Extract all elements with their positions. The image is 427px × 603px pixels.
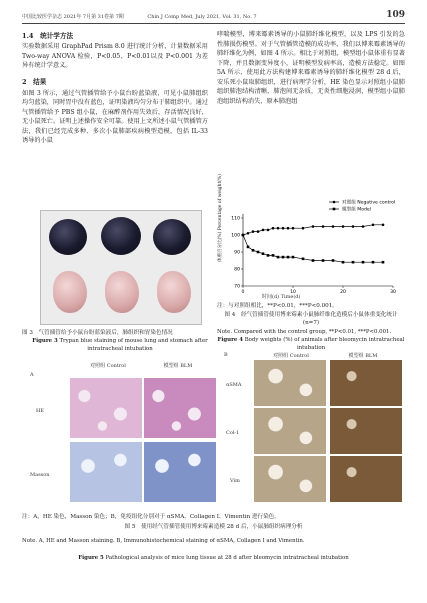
panel-b-col-control: 对照组 Control — [273, 353, 309, 359]
data-point — [272, 227, 275, 230]
data-point — [362, 225, 365, 228]
legend-marker — [333, 201, 336, 204]
data-point — [257, 251, 260, 254]
figure-5-panel-b — [224, 352, 405, 512]
blue-lung-3 — [153, 219, 191, 255]
figure-5-panel-a — [30, 360, 220, 510]
y-tick-label: 110 — [231, 216, 240, 222]
data-point — [352, 225, 355, 228]
data-point — [247, 232, 250, 235]
journal-en: Chin J Comp Med, July 2021, Vol. 31, No. 7 — [147, 14, 257, 20]
data-point — [272, 254, 275, 257]
figure-4-chart — [217, 196, 405, 298]
panel-a-col-control: 对照组 Control — [90, 363, 126, 369]
asma-model-image — [330, 360, 402, 406]
panel-a-label: A — [30, 372, 34, 378]
data-point — [257, 230, 260, 233]
figure-4-caption-en — [217, 337, 405, 352]
figure-3-photo — [40, 210, 202, 325]
figure-4-caption-en-text: Body weights (%) of animals after bleomycin intratracheal intubation — [244, 337, 405, 351]
blue-lung-1 — [49, 219, 87, 255]
data-point — [342, 261, 345, 264]
data-point — [287, 227, 290, 230]
x-tick-label: 30 — [390, 290, 396, 295]
x-tick-label: 0 — [241, 290, 245, 295]
data-point — [267, 254, 270, 257]
figure-5-label: Figure 5 — [78, 555, 104, 561]
section-1-4-text: 实验数据采用 GraphPad Prism 8.0 进行统计分析，计量数据采用 Two-way ANOVA 检验，P<0.05、P<0.01以及 P<0.001 为差异有统计学意义。 — [22, 43, 208, 69]
stomach-2 — [105, 271, 139, 313]
figure-5-note-cn: 注：A，HE 染色，Masson 染色；B，免疫组化分别对于 αSMA、Collagen Ⅰ、Vimentin 进行染色。 — [22, 514, 280, 520]
journal-cn: 中国比较医学杂志 2021年 7月第 31卷第 7期 — [22, 14, 124, 20]
figure-3-label: Figure 3 — [32, 338, 58, 344]
data-point — [277, 227, 280, 230]
page-number: 109 — [386, 10, 405, 20]
data-point — [302, 227, 305, 230]
data-point — [382, 224, 385, 227]
figure-4-note-cn: 注：与对照组相比，**P<0.01，***P<0.001。 — [217, 303, 338, 309]
legend-label: 对照组 Negative control — [342, 200, 396, 206]
row-col1-label: Col-1 — [226, 430, 240, 436]
data-point — [382, 261, 385, 264]
data-point — [312, 225, 315, 228]
figure-4-note-en: Note. Compared with the control group, **P<0.01, ***P<0.001. — [217, 329, 392, 335]
blue-lung-2 — [101, 217, 141, 255]
figure-5-caption-cn: 图 5 使用经气管插管使用博来霉素造模 28 d 后，小鼠肺组织病理分析 — [124, 524, 303, 530]
data-point — [332, 259, 335, 262]
data-point — [302, 258, 305, 261]
left-column — [22, 30, 208, 146]
figure-3-caption-cn: 图 3 气管插管给予小鼠台盼蓝染液后，肺组织和胃染色情况 — [22, 330, 173, 336]
data-point — [282, 256, 285, 259]
vim-model-image — [330, 456, 402, 502]
y-tick-label: 90 — [234, 250, 240, 256]
right-column-text: 哮喘模型，博来霉素诱导的小鼠肺纤维化模型，以及 LPS 引发的急性肺损伤模型。对于气管插管造模的成功率，我们以博来霉素诱导的肺纤维化为例，如图 4 所示。相比于对照组，模型组小鼠体重有显著下降，并且数据变异度小，证明模型发病率高，造模方法稳定。如图 5A 所示，使用此方法构建博来霉素诱导的肺纤维化模型 28 d 后，安乐死小鼠取肺组织，进行病理学分析，HE 染色显示对照组小鼠肺组织肺泡结构清晰，肺泡间无杂质，无炎性细胞浸润，模型组小鼠肺泡组织结构消失，原本肺泡组 — [217, 31, 405, 105]
y-tick-label: 100 — [231, 233, 240, 239]
figure-4-caption-cn: 图 4 经气管插管使用博来霉素小鼠肺纤维化造模后小鼠体重变化统计(n=7) — [224, 312, 398, 326]
row-asma-label: αSMA — [226, 382, 242, 388]
data-point — [287, 256, 290, 259]
data-point — [247, 246, 250, 249]
section-2-title: 2 结果 — [22, 77, 47, 86]
row-he-label: HE — [36, 408, 45, 414]
data-point — [322, 259, 325, 262]
series-line-model — [243, 235, 383, 262]
he-model-image — [144, 378, 216, 438]
running-head — [22, 10, 405, 20]
x-tick-label: 10 — [290, 290, 296, 295]
figure-3-caption-en — [30, 338, 210, 353]
data-point — [312, 259, 315, 262]
x-axis-label: 时间(d) Time(d) — [262, 294, 301, 300]
figure-5-note-en: Note. A, HE and Masson staining. B, Immunohistochemical staining of αSMA, Collagen Ⅰ and Vimentin. — [22, 538, 305, 544]
masson-model-image — [144, 442, 216, 502]
row-masson-label: Masson — [30, 472, 50, 478]
figure-4-label: Figure 4 — [217, 337, 243, 343]
he-control-image — [70, 378, 142, 438]
data-point — [282, 227, 285, 230]
legend-label: 模型组 Model — [342, 207, 372, 213]
masson-control-image — [70, 442, 142, 502]
asma-control-image — [254, 360, 326, 406]
stomach-3 — [157, 271, 191, 313]
data-point — [342, 225, 345, 228]
figure-5-caption-en — [22, 555, 405, 563]
col1-model-image — [330, 408, 402, 454]
section-2-text: 如图 3 所示，通过气管插管给予小鼠台盼蓝染液，可见小鼠肺组织均匀蓝染，同时胃中没有蓝色，证明染液均匀分布于肺组织中。通过气管插管给予 PBS 组小鼠，在麻醉剂作用失效后，存活情况良好，无小鼠死亡。证明上述操作安全可靠。使用上文所述小鼠气管插管方法，我们已经完成多种、多次小鼠肺部疾病模型造模，包括 IL-33 诱导的小鼠 — [22, 89, 208, 144]
section-1-4-title: 1.4 统计学方法 — [22, 32, 74, 40]
y-tick-label: 80 — [234, 267, 240, 273]
y-tick-label: 70 — [234, 284, 240, 290]
figure-3-caption-en-text: Trypan blue staining of mouse lung and stomach after intratracheal intubation — [59, 338, 208, 352]
data-point — [292, 256, 295, 259]
stomach-1 — [53, 271, 87, 313]
data-point — [267, 229, 270, 232]
data-point — [372, 261, 375, 264]
data-point — [262, 252, 265, 255]
col1-control-image — [254, 408, 326, 454]
data-point — [252, 230, 255, 233]
data-point — [352, 261, 355, 264]
panel-b-label: B — [224, 352, 228, 358]
vim-control-image — [254, 456, 326, 502]
data-point — [292, 227, 295, 230]
data-point — [332, 225, 335, 228]
data-point — [372, 224, 375, 227]
panel-a-col-model: 模型组 BLM — [163, 363, 193, 369]
data-point — [277, 256, 280, 259]
panel-b-col-model: 模型组 BLM — [348, 353, 378, 359]
row-vim-label: Vim — [230, 478, 240, 484]
data-point — [362, 261, 365, 264]
figure-5-caption-en-text: Pathological analysis of mice lung tissue at 28 d after bleomycin intratracheal intubation — [105, 555, 349, 561]
legend-marker — [333, 208, 336, 211]
data-point — [322, 225, 325, 228]
y-axis-label: 体重百分比(%) Percentage of weight(%) — [218, 173, 223, 262]
data-point — [252, 249, 255, 252]
header-rule — [22, 23, 405, 24]
x-tick-label: 20 — [340, 290, 346, 295]
data-point — [262, 229, 265, 232]
data-point — [242, 234, 245, 237]
